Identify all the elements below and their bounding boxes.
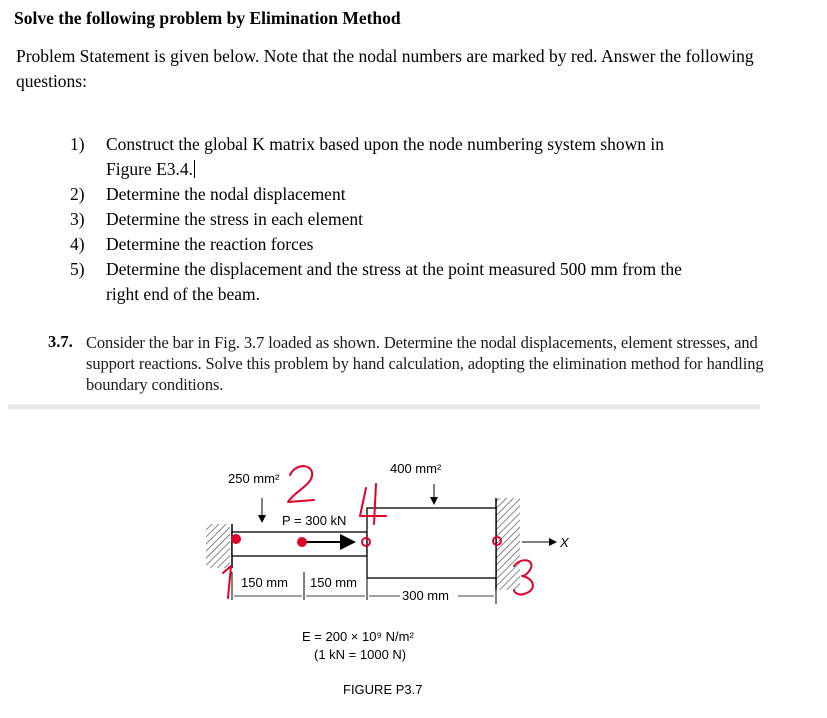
problem-number: 3.7. bbox=[48, 332, 73, 351]
question-number: 1) bbox=[70, 134, 85, 154]
node-dot bbox=[232, 535, 240, 543]
question-number: 3) bbox=[70, 209, 85, 229]
question-text: Determine the nodal displacement bbox=[106, 184, 346, 204]
problem-text: Consider the bar in Fig. 3.7 loaded as shown. Determine the nodal displacements, element stresses, and support reactions. Solve this problem by hand calculation, adopting the elimination method for handling boundary conditions. bbox=[86, 333, 764, 394]
page-heading: Solve the following problem by Elimination Method bbox=[14, 8, 401, 28]
node-label-2 bbox=[288, 466, 314, 502]
load-label: P = 300 kN bbox=[282, 513, 347, 528]
figure-caption: FIGURE P3.7 bbox=[343, 682, 423, 697]
dim-label-3: 300 mm bbox=[402, 588, 449, 603]
node-dot bbox=[298, 538, 306, 546]
problem-statement-intro: Problem Statement is given below. Note that the nodal numbers are marked by red. Answer the following questions: bbox=[16, 46, 754, 91]
node-label-1 bbox=[223, 566, 231, 598]
area-right-label: 400 mm² bbox=[390, 461, 442, 476]
dim-label-1: 150 mm bbox=[241, 575, 288, 590]
area-left-label: 250 mm² bbox=[228, 471, 280, 486]
question-text-continued: Figure E3.4. bbox=[106, 159, 194, 179]
question-text: Determine the stress in each element bbox=[106, 209, 364, 229]
question-text: Determine the reaction forces bbox=[106, 234, 314, 254]
question-text: Construct the global K matrix based upon the node numbering system shown in bbox=[106, 134, 664, 154]
question-text: Determine the displacement and the stress at the point measured 500 mm from the bbox=[106, 259, 682, 279]
dim-label-2: 150 mm bbox=[310, 575, 357, 590]
conversion-label: (1 kN = 1000 N) bbox=[314, 647, 407, 662]
left-wall-support bbox=[206, 524, 230, 568]
question-number: 4) bbox=[70, 234, 85, 254]
bar-section-large bbox=[367, 508, 496, 578]
question-number: 2) bbox=[70, 184, 85, 204]
question-text-continued: right end of the beam. bbox=[106, 284, 261, 304]
question-number: 5) bbox=[70, 259, 85, 279]
x-axis-label: X bbox=[560, 535, 569, 550]
modulus-label: E = 200 × 10⁹ N/m² bbox=[302, 629, 414, 644]
